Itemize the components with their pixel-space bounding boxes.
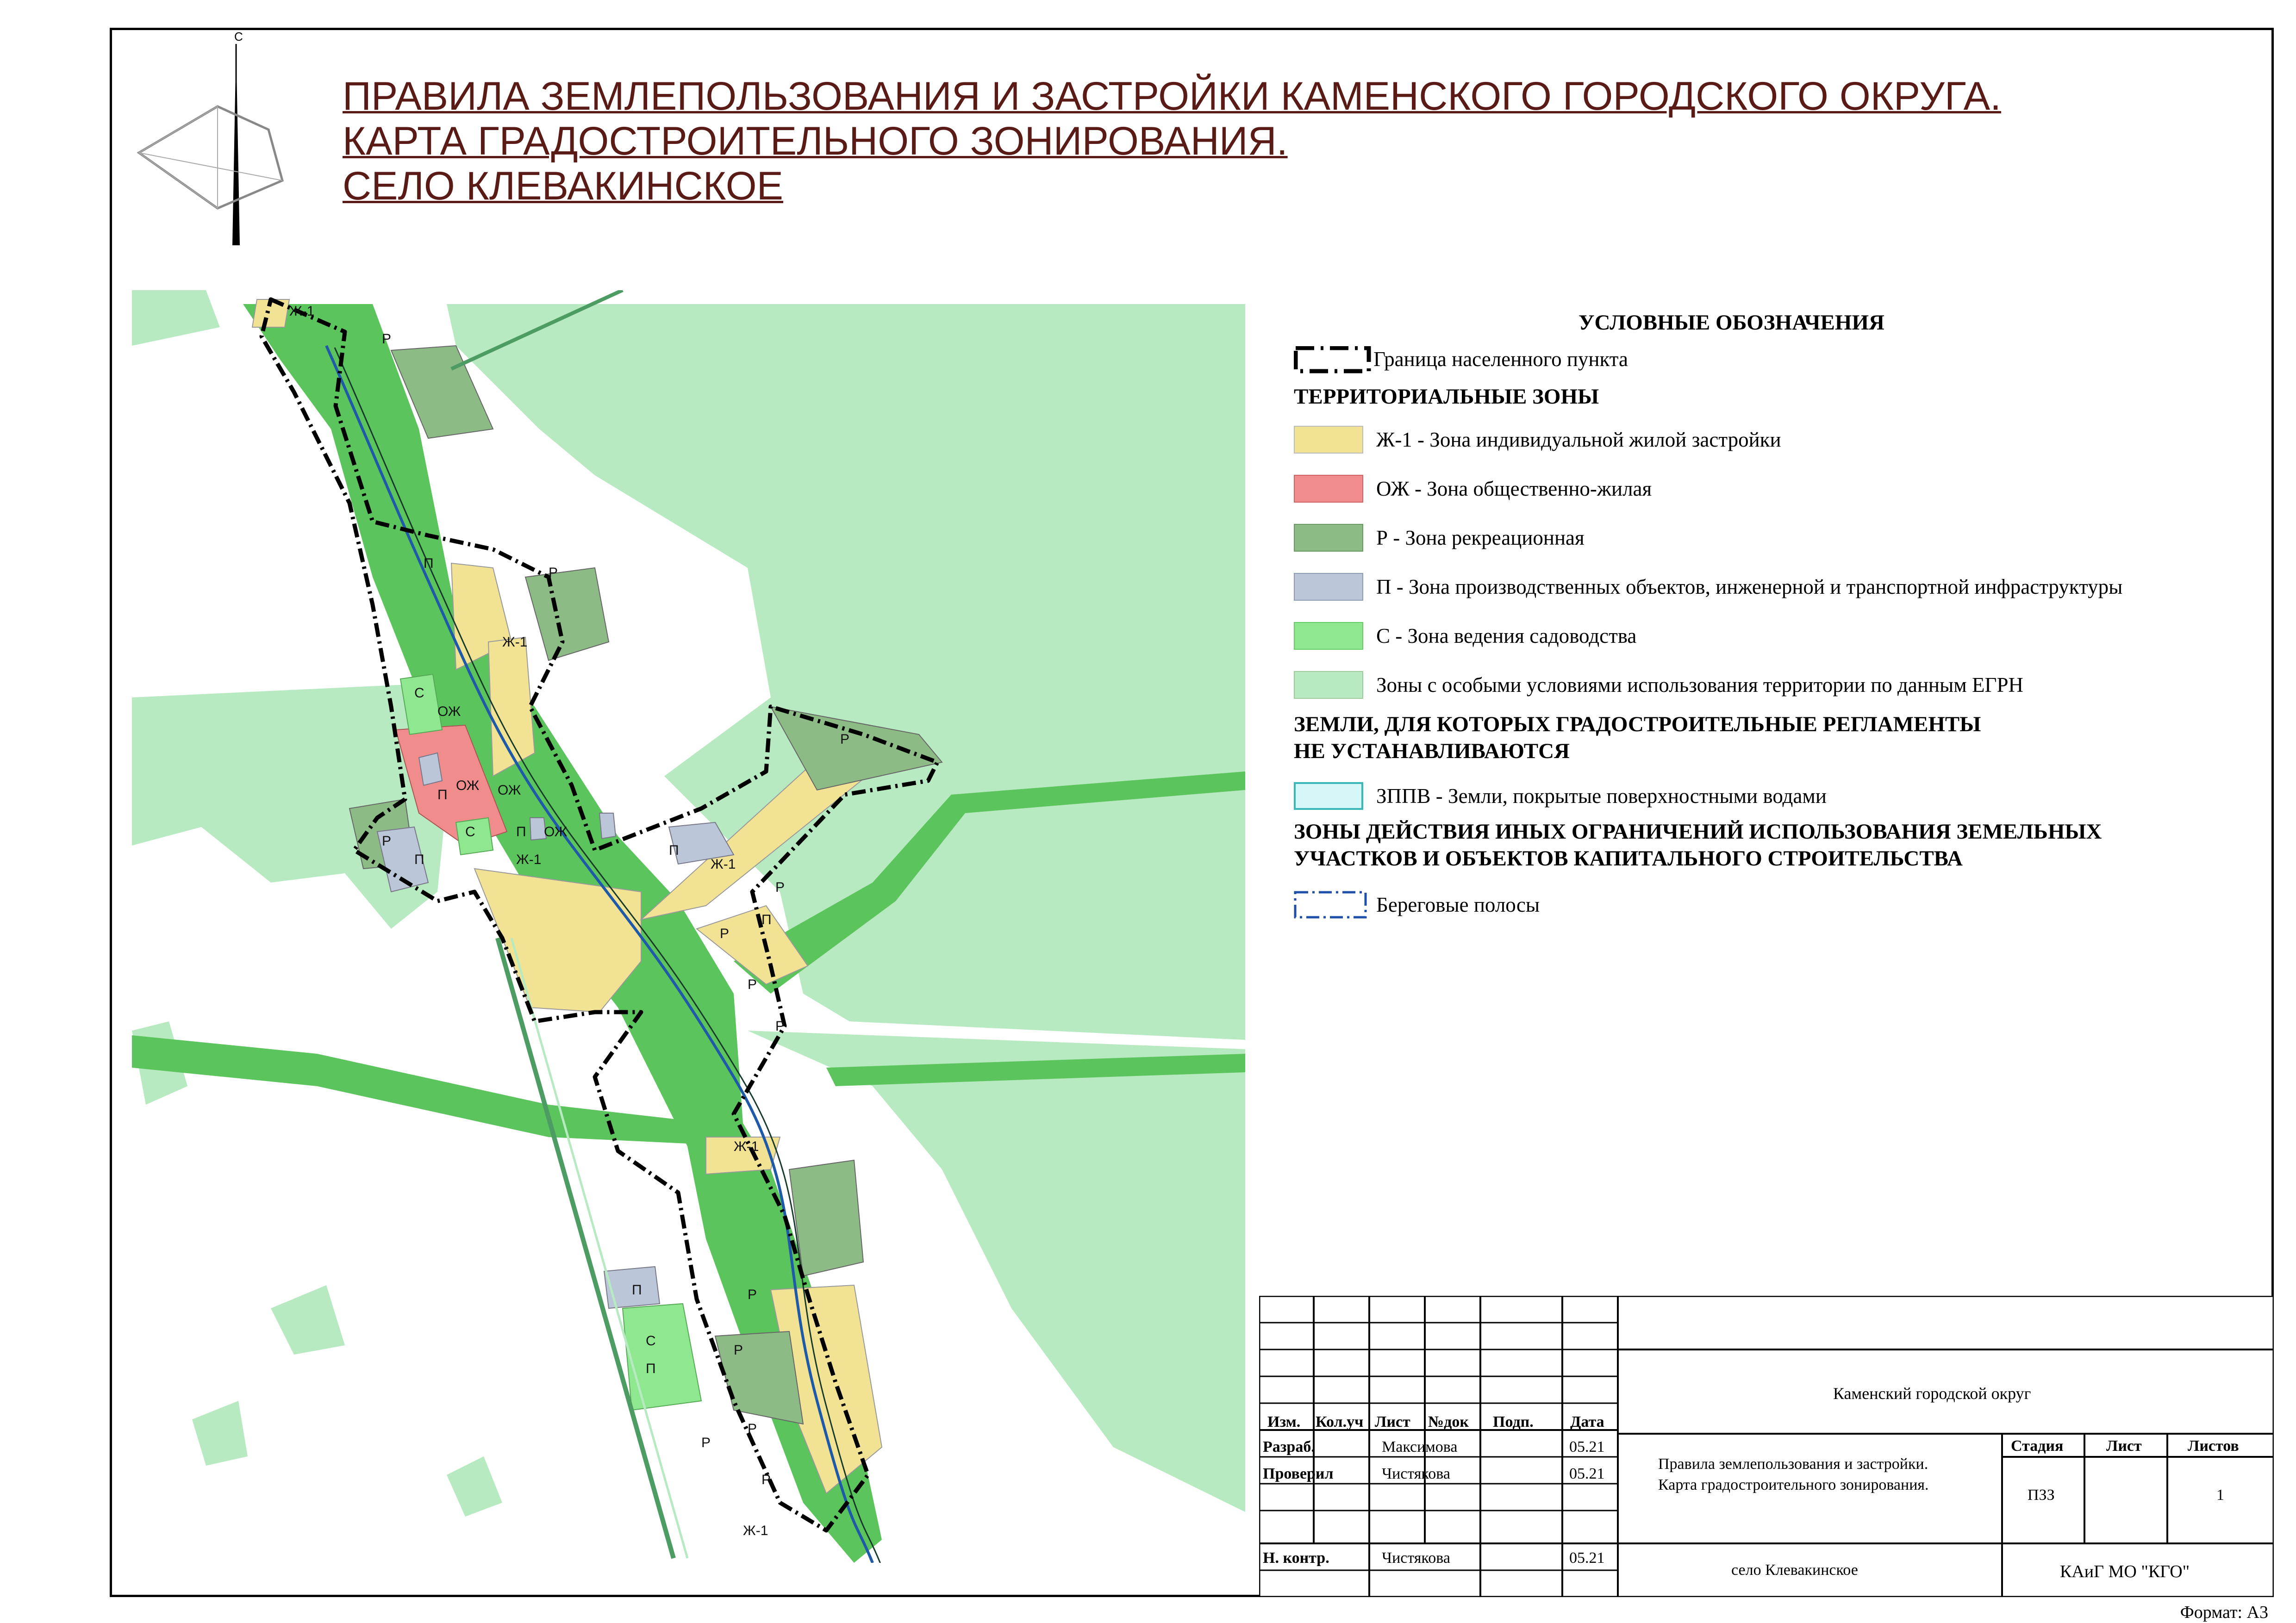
legend-text-shore: Береговые полосы [1376, 893, 1540, 916]
zone-label-s: С [414, 685, 424, 701]
zone-label-p: П [414, 852, 424, 867]
zone-label-p: П [424, 556, 434, 571]
industrial-zone-2 [419, 753, 442, 785]
stamp-district: Каменский городской округ [1833, 1384, 2031, 1403]
legend [1282, 292, 2254, 939]
legend-text-s: С - Зона ведения садоводства [1376, 624, 1637, 647]
legend-heading: УСЛОВНЫЕ ОБОЗНАЧЕНИЯ [1578, 311, 1884, 335]
legend-text-water: ЗППВ - Земли, покрытые поверхностными водами [1376, 784, 1827, 808]
zone-label-r: Р [761, 1472, 771, 1487]
zone-label-r: Р [382, 331, 392, 347]
zone-label-s: С [646, 1333, 656, 1349]
zone-label-p: П [516, 824, 526, 839]
zone-label-r: Р [720, 926, 730, 941]
title-block [1259, 1296, 2274, 1597]
stamp-date-norm-control: 05.21 [1569, 1549, 1605, 1567]
zone-label-r: Р [748, 1421, 757, 1436]
stamp-header-izm: Изм. [1267, 1413, 1301, 1430]
north-letter: С [234, 30, 243, 44]
zone-label-s: С [465, 824, 475, 839]
zone-label-r: Р [549, 565, 558, 580]
zone-label-ozh: ОЖ [498, 783, 521, 798]
stamp-date-developer: 05.21 [1569, 1438, 1605, 1455]
restrictions-heading-1: ЗОНЫ ДЕЙСТВИЯ ИНЫХ ОГРАНИЧЕНИЙ ИСПОЛЬЗОВАНИЯ ЗЕМЕЛЬНЫХ [1294, 820, 2102, 844]
industrial-zone-4 [599, 813, 616, 839]
stamp-header-ndok: №док [1428, 1413, 1469, 1430]
zone-label-ozh: ОЖ [456, 778, 480, 793]
zone-label-zh1: Ж-1 [734, 1139, 759, 1154]
zone-label-zh1: Ж-1 [516, 852, 542, 867]
special-conditions-swatch [1294, 671, 1363, 699]
residential-swatch [1294, 426, 1363, 454]
legend-text-ozh: ОЖ - Зона общественно-жилая [1376, 477, 1652, 500]
zoning-map [132, 290, 1245, 1563]
stamp-header-data: Дата [1570, 1413, 1604, 1430]
shore-strip-line-icon [1294, 891, 1368, 920]
stamp-doc-line-2: Карта градостроительного зонирования. [1658, 1476, 1929, 1493]
legend-text-special: Зоны с особыми условиями использования территории по данным ЕГРН [1376, 673, 2023, 696]
zone-label-r: Р [748, 1287, 757, 1302]
zone-label-p: П [437, 787, 448, 802]
stamp-name-norm-control: Чистякова [1382, 1549, 1450, 1567]
stamp-header-podp: Подп. [1493, 1413, 1534, 1430]
stamp-role-developer: Разраб. [1263, 1438, 1315, 1455]
recreation-swatch [1294, 524, 1363, 552]
zone-label-r: Р [701, 1435, 711, 1450]
territorial-zones-heading: ТЕРРИТОРИАЛЬНЫЕ ЗОНЫ [1294, 385, 1599, 409]
stamp-role-checker: Проверил [1263, 1465, 1334, 1482]
water-swatch [1294, 782, 1363, 810]
stamp-name-checker: Чистякова [1382, 1465, 1450, 1482]
zone-label-zh1: Ж-1 [743, 1523, 768, 1538]
zone-label-ozh: ОЖ [437, 704, 461, 719]
stamp-header-list: Лист [1375, 1413, 1410, 1430]
zone-label-zh1: Ж-1 [502, 634, 528, 650]
legend-text-p: П - Зона производственных объектов, инженерной и транспортной инфраструктуры [1376, 575, 2123, 598]
map-title [343, 74, 2001, 209]
stamp-col-stage: Стадия [2011, 1437, 2064, 1455]
zone-label-p: П [632, 1282, 642, 1298]
zone-label-p: П [761, 912, 772, 927]
stamp-organization: КАиГ МО "КГО" [2060, 1562, 2190, 1581]
stamp-header-kolich: Кол.уч [1316, 1413, 1364, 1430]
stamp-date-checker: 05.21 [1569, 1465, 1605, 1482]
no-regulations-heading-2: НЕ УСТАНАВЛИВАЮТСЯ [1294, 739, 1570, 763]
legend-text-zh1: Ж-1 - Зона индивидуальной жилой застройки [1376, 428, 1781, 451]
title-line-2: КАРТА ГРАДОСТРОИТЕЛЬНОГО ЗОНИРОВАНИЯ. [343, 119, 1288, 163]
zone-label-r: Р [775, 1019, 785, 1034]
restrictions-heading-2: УЧАСТКОВ И ОБЪЕКТОВ КАПИТАЛЬНОГО СТРОИТЕЛЬСТВА [1294, 846, 1963, 871]
stamp-col-sheets: Листов [2188, 1437, 2239, 1455]
legend-text-r: Р - Зона рекреационная [1376, 526, 1585, 549]
stamp-sheets-value: 1 [2216, 1486, 2224, 1504]
stamp-stage-value: ПЗЗ [2028, 1486, 2055, 1504]
zone-label-ozh: ОЖ [544, 824, 568, 839]
zone-label-r: Р [382, 833, 392, 849]
zone-label-r: Р [840, 732, 850, 747]
north-arrow-icon [125, 28, 296, 250]
legend-text-boundary: Граница населенного пункта [1373, 348, 1628, 371]
zone-label-r: Р [734, 1343, 743, 1358]
stamp-doc-line-1: Правила землепользования и застройки. [1658, 1455, 1928, 1473]
title-line-3: СЕЛО КЛЕВАКИНСКОЕ [343, 164, 783, 208]
stamp-col-sheet: Лист [2106, 1437, 2142, 1455]
stamp-role-norm-control: Н. контр. [1263, 1549, 1329, 1567]
zone-label-zh1: Ж-1 [289, 304, 315, 319]
stamp-name-developer: Максимова [1382, 1438, 1458, 1455]
no-regulations-heading-1: ЗЕМЛИ, ДЛЯ КОТОРЫХ ГРАДОСТРОИТЕЛЬНЫЕ РЕГЛАМЕНТЫ [1294, 712, 1981, 736]
industrial-swatch [1294, 573, 1363, 601]
zone-label-r: Р [775, 880, 785, 895]
title-line-1: ПРАВИЛА ЗЕМЛЕПОЛЬЗОВАНИЯ И ЗАСТРОЙКИ КАМЕНСКОГО ГОРОДСКОГО ОКРУГА. [343, 74, 2001, 118]
public-residential-swatch [1294, 475, 1363, 503]
zone-label-r: Р [748, 977, 757, 992]
boundary-line-icon [1294, 346, 1373, 374]
stamp-place: село Клевакинское [1731, 1561, 1858, 1579]
zone-label-p: П [646, 1361, 656, 1376]
zone-label-zh1: Ж-1 [711, 857, 736, 872]
format-label: Формат: А3 [2180, 1603, 2268, 1622]
zone-label-p: П [669, 843, 679, 858]
garden-swatch [1294, 622, 1363, 650]
